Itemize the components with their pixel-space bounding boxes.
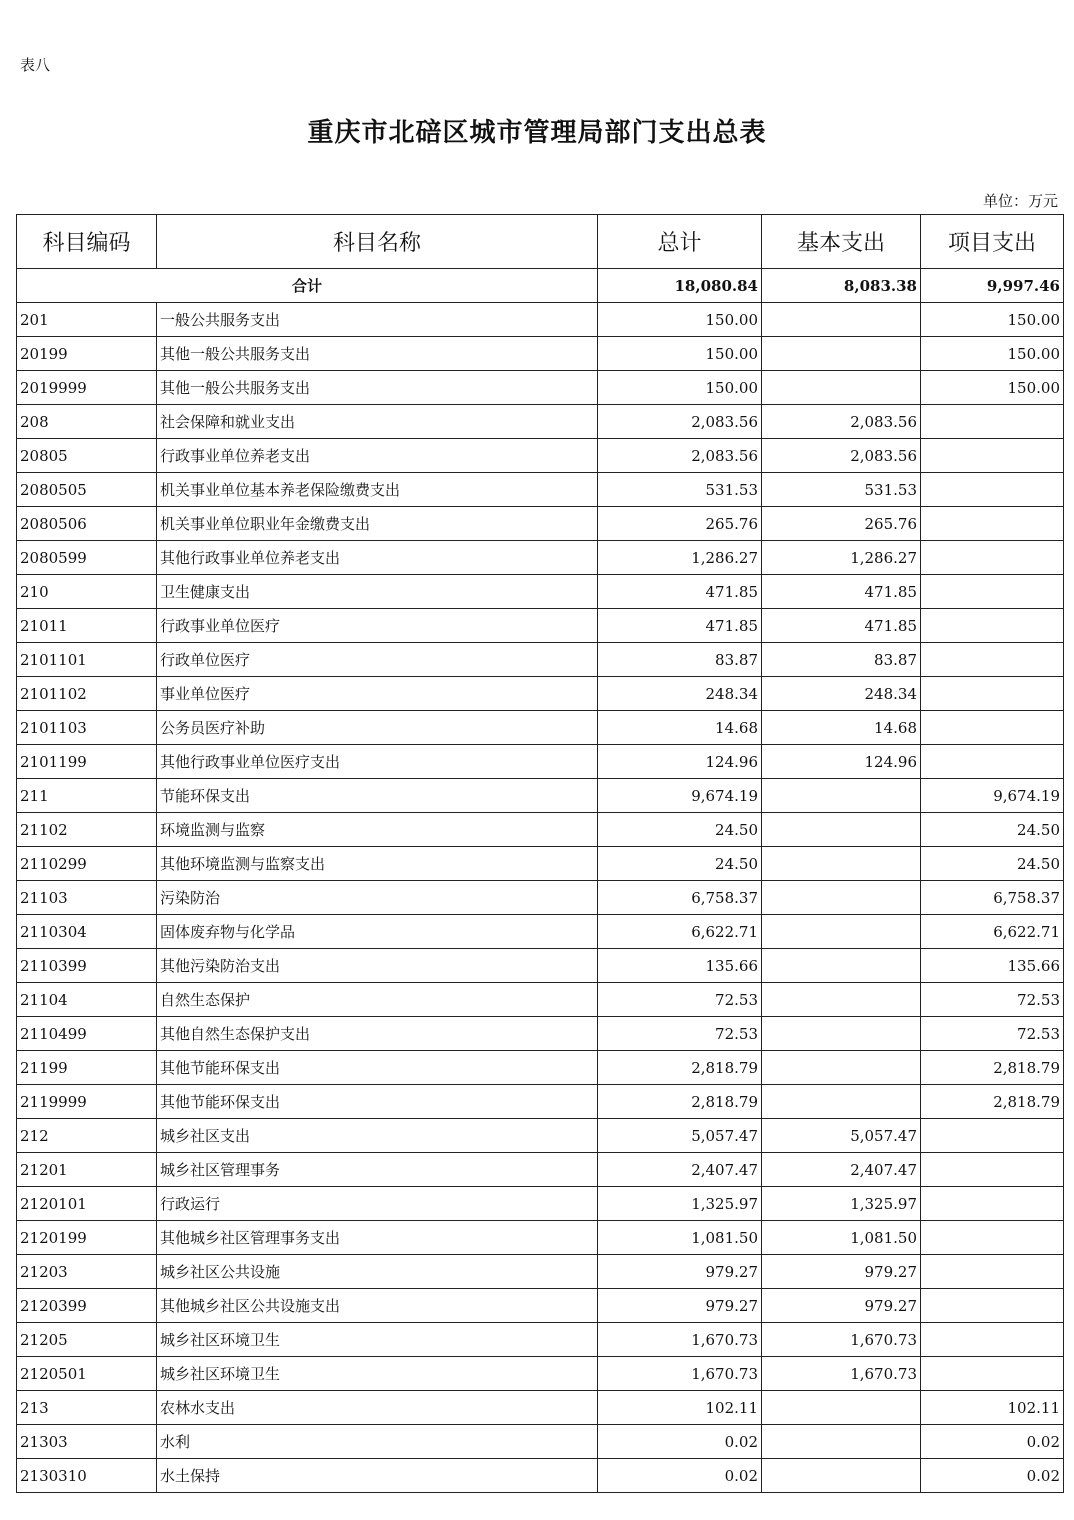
table-row xyxy=(17,1017,1064,1051)
row-name: 其他城乡社区公共设施支出 xyxy=(157,1289,598,1323)
row-total: 135.66 xyxy=(598,949,762,983)
row-code: 21104 xyxy=(17,983,157,1017)
row-code: 2120501 xyxy=(17,1357,157,1391)
total-row xyxy=(17,269,1064,303)
row-project xyxy=(921,1323,1064,1357)
table-row xyxy=(17,779,1064,813)
page-title: 重庆市北碚区城市管理局部门支出总表 xyxy=(307,118,767,148)
row-name: 其他节能环保支出 xyxy=(157,1051,598,1085)
table-row xyxy=(17,1153,1064,1187)
row-total: 6,758.37 xyxy=(598,881,762,915)
table-row xyxy=(17,1391,1064,1425)
table-row xyxy=(17,1357,1064,1391)
row-code: 2080505 xyxy=(17,473,157,507)
row-project: 24.50 xyxy=(921,847,1064,881)
row-basic: 83.87 xyxy=(762,643,921,677)
row-basic: 124.96 xyxy=(762,745,921,779)
row-project: 24.50 xyxy=(921,813,1064,847)
row-total: 150.00 xyxy=(598,337,762,371)
table-row xyxy=(17,711,1064,745)
row-name: 其他节能环保支出 xyxy=(157,1085,598,1119)
row-total: 1,670.73 xyxy=(598,1357,762,1391)
row-code: 2080599 xyxy=(17,541,157,575)
table-row xyxy=(17,1119,1064,1153)
row-total: 150.00 xyxy=(598,371,762,405)
row-project xyxy=(921,1289,1064,1323)
table-row xyxy=(17,745,1064,779)
table-row xyxy=(17,813,1064,847)
row-total: 2,407.47 xyxy=(598,1153,762,1187)
row-project: 135.66 xyxy=(921,949,1064,983)
row-total: 83.87 xyxy=(598,643,762,677)
row-project xyxy=(921,711,1064,745)
row-code: 2101101 xyxy=(17,643,157,677)
row-total: 1,081.50 xyxy=(598,1221,762,1255)
row-total: 24.50 xyxy=(598,813,762,847)
header-total: 总计 xyxy=(598,215,762,269)
row-code: 2110304 xyxy=(17,915,157,949)
row-total: 979.27 xyxy=(598,1255,762,1289)
table-row xyxy=(17,473,1064,507)
row-project: 72.53 xyxy=(921,983,1064,1017)
row-code: 2101102 xyxy=(17,677,157,711)
row-project: 6,622.71 xyxy=(921,915,1064,949)
table-row xyxy=(17,337,1064,371)
row-code: 2130310 xyxy=(17,1459,157,1493)
row-code: 21102 xyxy=(17,813,157,847)
row-basic: 1,081.50 xyxy=(762,1221,921,1255)
row-total: 265.76 xyxy=(598,507,762,541)
table-row xyxy=(17,439,1064,473)
row-basic: 2,083.56 xyxy=(762,439,921,473)
row-name: 行政单位医疗 xyxy=(157,643,598,677)
row-name: 农林水支出 xyxy=(157,1391,598,1425)
row-project: 6,758.37 xyxy=(921,881,1064,915)
row-name: 城乡社区公共设施 xyxy=(157,1255,598,1289)
row-name: 其他一般公共服务支出 xyxy=(157,337,598,371)
row-code: 2019999 xyxy=(17,371,157,405)
row-total: 72.53 xyxy=(598,983,762,1017)
row-project xyxy=(921,541,1064,575)
row-code: 2110399 xyxy=(17,949,157,983)
total-sum: 18,080.84 xyxy=(598,269,762,303)
row-basic: 979.27 xyxy=(762,1255,921,1289)
row-total: 1,325.97 xyxy=(598,1187,762,1221)
row-project xyxy=(921,575,1064,609)
row-basic: 1,286.27 xyxy=(762,541,921,575)
row-code: 2110299 xyxy=(17,847,157,881)
row-total: 2,083.56 xyxy=(598,405,762,439)
row-total: 979.27 xyxy=(598,1289,762,1323)
row-project: 0.02 xyxy=(921,1425,1064,1459)
table-row xyxy=(17,881,1064,915)
row-total: 124.96 xyxy=(598,745,762,779)
row-code: 2101199 xyxy=(17,745,157,779)
row-basic: 2,083.56 xyxy=(762,405,921,439)
row-total: 0.02 xyxy=(598,1425,762,1459)
table-row xyxy=(17,1255,1064,1289)
table-row xyxy=(17,371,1064,405)
row-basic: 14.68 xyxy=(762,711,921,745)
row-basic: 265.76 xyxy=(762,507,921,541)
row-name: 其他行政事业单位养老支出 xyxy=(157,541,598,575)
table-header-row xyxy=(17,215,1064,269)
table-number-label: 表八 xyxy=(20,56,51,74)
row-basic xyxy=(762,779,921,813)
table-row xyxy=(17,915,1064,949)
row-basic xyxy=(762,949,921,983)
row-name: 其他一般公共服务支出 xyxy=(157,371,598,405)
row-code: 20199 xyxy=(17,337,157,371)
row-name: 卫生健康支出 xyxy=(157,575,598,609)
row-name: 行政事业单位养老支出 xyxy=(157,439,598,473)
row-total: 531.53 xyxy=(598,473,762,507)
row-name: 其他行政事业单位医疗支出 xyxy=(157,745,598,779)
row-project: 2,818.79 xyxy=(921,1085,1064,1119)
row-total: 9,674.19 xyxy=(598,779,762,813)
row-code: 2120101 xyxy=(17,1187,157,1221)
row-name: 城乡社区支出 xyxy=(157,1119,598,1153)
table-row xyxy=(17,949,1064,983)
row-name: 固体废弃物与化学品 xyxy=(157,915,598,949)
table-row xyxy=(17,405,1064,439)
row-name: 事业单位医疗 xyxy=(157,677,598,711)
row-name: 自然生态保护 xyxy=(157,983,598,1017)
row-project xyxy=(921,609,1064,643)
row-basic: 248.34 xyxy=(762,677,921,711)
row-name: 其他自然生态保护支出 xyxy=(157,1017,598,1051)
row-project: 9,674.19 xyxy=(921,779,1064,813)
row-code: 213 xyxy=(17,1391,157,1425)
row-project xyxy=(921,1357,1064,1391)
row-name: 水土保持 xyxy=(157,1459,598,1493)
row-total: 150.00 xyxy=(598,303,762,337)
row-total: 1,286.27 xyxy=(598,541,762,575)
row-name: 城乡社区环境卫生 xyxy=(157,1323,598,1357)
row-project xyxy=(921,439,1064,473)
table-row xyxy=(17,1221,1064,1255)
row-project: 72.53 xyxy=(921,1017,1064,1051)
row-code: 210 xyxy=(17,575,157,609)
row-basic: 1,670.73 xyxy=(762,1323,921,1357)
row-code: 208 xyxy=(17,405,157,439)
row-basic: 471.85 xyxy=(762,609,921,643)
row-project xyxy=(921,1153,1064,1187)
row-name: 水利 xyxy=(157,1425,598,1459)
unit-label: 单位：万元 xyxy=(982,192,1058,210)
table-row xyxy=(17,609,1064,643)
row-total: 2,818.79 xyxy=(598,1051,762,1085)
row-code: 2119999 xyxy=(17,1085,157,1119)
row-project: 102.11 xyxy=(921,1391,1064,1425)
row-basic: 979.27 xyxy=(762,1289,921,1323)
row-total: 0.02 xyxy=(598,1459,762,1493)
row-basic xyxy=(762,983,921,1017)
row-name: 一般公共服务支出 xyxy=(157,303,598,337)
row-basic xyxy=(762,1391,921,1425)
table-row xyxy=(17,643,1064,677)
table-row xyxy=(17,1085,1064,1119)
row-basic: 531.53 xyxy=(762,473,921,507)
row-code: 21203 xyxy=(17,1255,157,1289)
row-basic xyxy=(762,303,921,337)
row-project xyxy=(921,1255,1064,1289)
total-basic: 8,083.38 xyxy=(762,269,921,303)
row-total: 2,818.79 xyxy=(598,1085,762,1119)
row-project: 150.00 xyxy=(921,303,1064,337)
row-project xyxy=(921,1187,1064,1221)
row-code: 2120199 xyxy=(17,1221,157,1255)
row-code: 21205 xyxy=(17,1323,157,1357)
row-name: 城乡社区环境卫生 xyxy=(157,1357,598,1391)
row-code: 212 xyxy=(17,1119,157,1153)
row-project xyxy=(921,507,1064,541)
row-project xyxy=(921,1119,1064,1153)
row-total: 24.50 xyxy=(598,847,762,881)
row-code: 21303 xyxy=(17,1425,157,1459)
row-name: 机关事业单位基本养老保险缴费支出 xyxy=(157,473,598,507)
row-code: 211 xyxy=(17,779,157,813)
row-code: 21011 xyxy=(17,609,157,643)
row-basic xyxy=(762,1459,921,1493)
table-row xyxy=(17,507,1064,541)
row-basic xyxy=(762,813,921,847)
row-name: 行政事业单位医疗 xyxy=(157,609,598,643)
row-code: 21201 xyxy=(17,1153,157,1187)
row-name: 社会保障和就业支出 xyxy=(157,405,598,439)
row-total: 6,622.71 xyxy=(598,915,762,949)
row-project: 2,818.79 xyxy=(921,1051,1064,1085)
table-row xyxy=(17,1051,1064,1085)
row-basic xyxy=(762,915,921,949)
row-basic xyxy=(762,1051,921,1085)
table-row xyxy=(17,303,1064,337)
table-row xyxy=(17,983,1064,1017)
row-code: 2080506 xyxy=(17,507,157,541)
header-name: 科目名称 xyxy=(157,215,598,269)
table-row xyxy=(17,847,1064,881)
row-code: 2120399 xyxy=(17,1289,157,1323)
expenditure-table xyxy=(16,214,1064,1493)
row-code: 201 xyxy=(17,303,157,337)
row-basic xyxy=(762,1017,921,1051)
row-basic: 2,407.47 xyxy=(762,1153,921,1187)
row-total: 2,083.56 xyxy=(598,439,762,473)
table-row xyxy=(17,1459,1064,1493)
header-code: 科目编码 xyxy=(17,215,157,269)
row-basic xyxy=(762,1085,921,1119)
row-total: 471.85 xyxy=(598,609,762,643)
row-basic: 1,325.97 xyxy=(762,1187,921,1221)
row-project xyxy=(921,473,1064,507)
row-name: 其他污染防治支出 xyxy=(157,949,598,983)
table-row xyxy=(17,541,1064,575)
table-row xyxy=(17,575,1064,609)
row-project xyxy=(921,677,1064,711)
row-basic: 471.85 xyxy=(762,575,921,609)
row-name: 其他环境监测与监察支出 xyxy=(157,847,598,881)
row-basic xyxy=(762,1425,921,1459)
row-name: 其他城乡社区管理事务支出 xyxy=(157,1221,598,1255)
table-row xyxy=(17,677,1064,711)
row-code: 2101103 xyxy=(17,711,157,745)
table-row xyxy=(17,1187,1064,1221)
row-code: 2110499 xyxy=(17,1017,157,1051)
row-name: 行政运行 xyxy=(157,1187,598,1221)
row-project: 150.00 xyxy=(921,337,1064,371)
header-basic: 基本支出 xyxy=(762,215,921,269)
total-label: 合计 xyxy=(17,269,598,303)
row-code: 21199 xyxy=(17,1051,157,1085)
total-project: 9,997.46 xyxy=(921,269,1064,303)
row-name: 机关事业单位职业年金缴费支出 xyxy=(157,507,598,541)
row-basic xyxy=(762,847,921,881)
row-basic xyxy=(762,371,921,405)
row-project xyxy=(921,745,1064,779)
table-row xyxy=(17,1425,1064,1459)
row-name: 公务员医疗补助 xyxy=(157,711,598,745)
row-name: 城乡社区管理事务 xyxy=(157,1153,598,1187)
row-name: 节能环保支出 xyxy=(157,779,598,813)
row-total: 5,057.47 xyxy=(598,1119,762,1153)
row-project: 150.00 xyxy=(921,371,1064,405)
table-row xyxy=(17,1289,1064,1323)
header-project: 项目支出 xyxy=(921,215,1064,269)
row-basic: 1,670.73 xyxy=(762,1357,921,1391)
row-total: 471.85 xyxy=(598,575,762,609)
row-total: 102.11 xyxy=(598,1391,762,1425)
row-total: 1,670.73 xyxy=(598,1323,762,1357)
row-project xyxy=(921,643,1064,677)
row-basic: 5,057.47 xyxy=(762,1119,921,1153)
row-name: 环境监测与监察 xyxy=(157,813,598,847)
row-total: 14.68 xyxy=(598,711,762,745)
row-name: 污染防治 xyxy=(157,881,598,915)
row-basic xyxy=(762,337,921,371)
row-total: 248.34 xyxy=(598,677,762,711)
row-code: 20805 xyxy=(17,439,157,473)
row-project xyxy=(921,405,1064,439)
row-project xyxy=(921,1221,1064,1255)
row-total: 72.53 xyxy=(598,1017,762,1051)
row-project: 0.02 xyxy=(921,1459,1064,1493)
row-basic xyxy=(762,881,921,915)
row-code: 21103 xyxy=(17,881,157,915)
table-row xyxy=(17,1323,1064,1357)
